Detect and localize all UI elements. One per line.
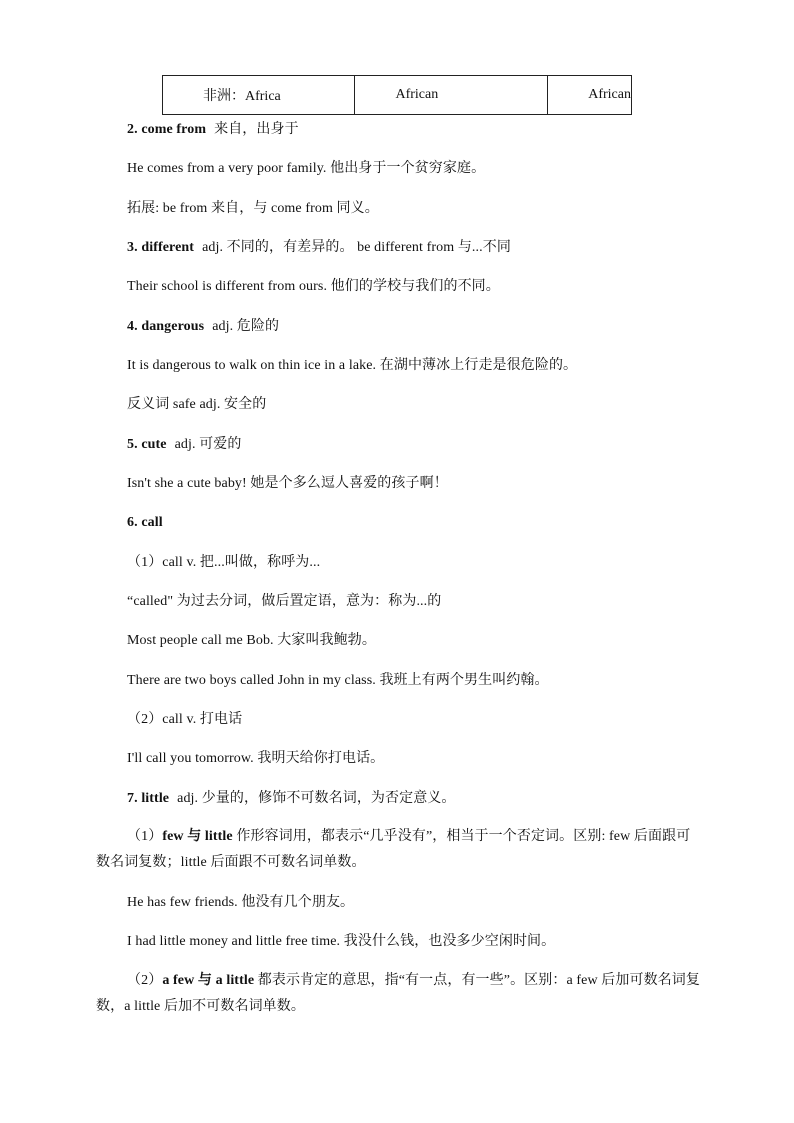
heading-come-from <box>127 121 299 139</box>
item-word: dangerous <box>141 319 205 334</box>
heading-little <box>127 790 456 808</box>
note-line: “called" 为过去分词，做后置定语，意为：称为...的 <box>127 594 442 609</box>
example-line: Isn't she a cute baby! 她是个多么逗人喜爱的孩子啊！ <box>127 476 448 491</box>
para-text: 作形容词用，都表示“几乎没有”，相当于一个否定词。区别: few 后面跟可数名词复数；little 后面跟不可数名词单数。 <box>96 829 691 870</box>
example-line: There are two boys called John in my class. 我班上有两个男生叫约翰。 <box>127 673 549 688</box>
heading-cute <box>127 436 242 454</box>
table-cell-person: African <box>548 76 632 115</box>
item-number: 7. <box>127 791 138 806</box>
item-word: call <box>141 515 163 530</box>
item-meaning: adj. 少量的，修饰不可数名词，为否定意义。 <box>177 791 456 806</box>
item-meaning: adj. 危险的 <box>212 319 280 334</box>
item-number: 6. <box>127 515 138 530</box>
continent-table <box>162 75 632 115</box>
item-meaning: adj. 可爱的 <box>174 437 242 452</box>
para-bold-term: little <box>204 829 233 844</box>
para-bold-term: few <box>162 829 184 844</box>
para-lead: （2） <box>127 973 163 988</box>
para-lead: （1） <box>127 829 163 844</box>
paragraph-few-little <box>96 824 700 876</box>
para-bold-term: a few <box>162 973 195 988</box>
item-number: 3. <box>127 240 138 255</box>
example-line: I'll call you tomorrow. 我明天给你打电话。 <box>127 751 385 766</box>
example-line: He has few friends. 他没有几个朋友。 <box>127 895 355 910</box>
example-line: It is dangerous to walk on thin ice in a lake. 在湖中薄冰上行走是很危险的。 <box>127 358 578 373</box>
table-cell-continent: 非洲：Africa <box>163 76 355 115</box>
paragraph-a-few-a-little <box>96 968 700 1020</box>
example-line: He comes from a very poor family. 他出身于一个贫穷家庭。 <box>127 161 486 176</box>
heading-call <box>127 514 163 532</box>
note-line: 拓展: be from 来自，与 come from 同义。 <box>127 201 379 216</box>
heading-dangerous <box>127 318 279 336</box>
item-meaning: adj. 不同的，有差异的。 be different from 与...不同 <box>202 240 511 255</box>
item-number: 2. <box>127 122 138 137</box>
para-bold-term: a little <box>215 973 255 988</box>
para-text: 都表示肯定的意思，指“有一点，有一些”。区别：a few 后加可数名词复数，a little 后加不可数名词单数。 <box>96 973 700 1014</box>
example-line: Most people call me Bob. 大家叫我鲍勃。 <box>127 633 376 648</box>
example-line: I had little money and little free time. 我没什么钱，也没多少空闲时间。 <box>127 934 556 949</box>
item-number: 5. <box>127 437 138 452</box>
example-line: Their school is different from ours. 他们的学校与我们的不同。 <box>127 279 500 294</box>
table-row <box>163 76 632 115</box>
sense-line: （2）call v. 打电话 <box>127 712 243 727</box>
table-cell-adjective: African <box>355 76 548 115</box>
item-meaning: 来自，出身于 <box>214 122 299 137</box>
item-word: cute <box>141 437 167 452</box>
sense-line: （1）call v. 把...叫做，称呼为... <box>127 555 321 570</box>
note-line: 反义词 safe adj. 安全的 <box>127 397 267 412</box>
item-number: 4. <box>127 319 138 334</box>
item-word: come from <box>141 122 207 137</box>
para-connector: 与 <box>194 973 216 988</box>
para-connector: 与 <box>183 829 205 844</box>
item-word: different <box>141 240 195 255</box>
heading-different <box>127 239 511 257</box>
item-word: little <box>141 791 170 806</box>
